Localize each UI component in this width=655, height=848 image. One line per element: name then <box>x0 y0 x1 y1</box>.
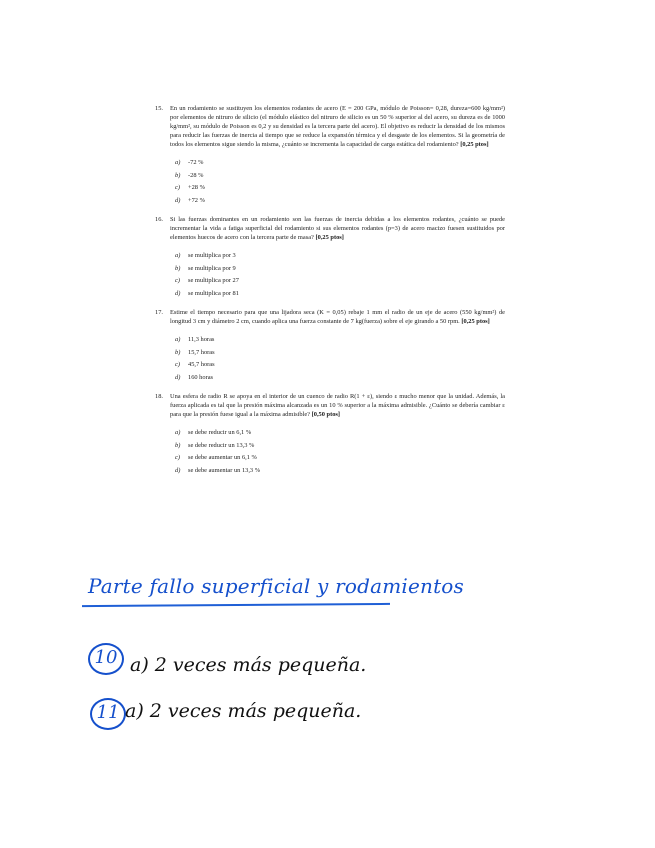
option-letter: c) <box>175 454 180 461</box>
option-letter: a) <box>175 429 181 436</box>
option-text: se debe aumentar un 6,1 % <box>188 454 257 461</box>
option-letter: a) <box>175 252 181 259</box>
option-letter: a) <box>175 159 181 166</box>
question-points: [0,25 ptos] <box>461 318 490 325</box>
option-text: 160 horas <box>188 373 214 381</box>
option-letter: d) <box>175 373 181 381</box>
option-text: 11,3 horas <box>188 336 215 343</box>
option-letter: b) <box>175 441 181 449</box>
option-text: 45,7 horas <box>188 361 215 368</box>
question-points: [0,25 ptos] <box>460 141 489 148</box>
question-number: 16. <box>155 216 163 223</box>
question-body: En un rodamiento se sustituyen los elementos rodantes de acero (E = 200 GPa, módulo de Poisson= 0,28, dureza=600 kg/mm²) por elementos de nitruro de silicio (el módulo elástico del nitruro de silicio es un 50 % superior al del acero, su dureza es de 1000 kg/mm², su módulo de Poisson es 0,2 y su densidad es la tercera parte del acero). El objetivo es reducir la densidad de los mismos para reducir las fuerzas de inercia al tiempo que se reduce la expansión térmica y el desgaste de los elementos. Si la geometría de todos los elementos sigue siendo la misma, ¿cuánto se incrementa la capacidad de carga estática del rodamiento? <box>170 105 505 148</box>
option-text: +72 % <box>188 196 205 204</box>
option-text: se debe aumentar un 13,3 % <box>188 466 261 474</box>
question-number: 17. <box>155 309 163 316</box>
option-letter: b) <box>175 264 181 272</box>
question-body: Si las fuerzas dominantes en un rodamiento son las fuerzas de inercia debidas a los elementos rodantes, ¿cuánto se puede incrementar la vida a fatiga superficial del rodamiento si sus elementos rodantes (p=3) de acero macizo fuesen sustituidos por elementos huecos de acero con la tercera parte de masa? <box>170 216 505 241</box>
option-text: +28 % <box>188 184 205 191</box>
option-letter: c) <box>175 277 180 284</box>
option-letter: c) <box>175 184 180 191</box>
option-letter: d) <box>175 196 181 204</box>
handwritten-answer: a) 2 veces más pequeña. <box>130 654 367 676</box>
handwritten-title: Parte fallo superficial y rodamientos <box>88 574 465 598</box>
option-text: se multiplica por 9 <box>188 264 236 272</box>
option-text: se debe reducir un 6,1 % <box>188 429 252 436</box>
option-letter: b) <box>175 171 181 179</box>
question-points: [0,50 ptos] <box>311 411 341 418</box>
question-number: 15. <box>155 105 163 112</box>
option-letter: d) <box>175 289 181 297</box>
option-text: 15,7 horas <box>188 348 215 356</box>
option-letter: b) <box>175 348 181 356</box>
option-text: se multiplica por 81 <box>188 289 239 297</box>
question-body: Una esfera de radio R se apoya en el interior de un cuenco de radio R(1 + ε), siendo ε mucho menor que la unidad. Además, la fuerza aplicada es tal que la presión máxima alcanzada es un 10 % superior a la máxima admisible. ¿Cuánto se debería cambiar ε para que la presión fuese igual a la máxima admisible? <box>170 393 505 418</box>
option-text: se debe reducir un 13,3 % <box>188 441 255 449</box>
option-text: se multiplica por 3 <box>188 252 236 259</box>
question-points: [0,25 ptos] <box>315 234 344 241</box>
option-text: se multiplica por 27 <box>188 277 239 284</box>
option-letter: c) <box>175 361 180 368</box>
option-text: -28 % <box>188 171 204 179</box>
title-underline <box>82 603 390 607</box>
circled-number-label: 10 <box>94 647 118 668</box>
handwritten-answer: a) 2 veces más pequeña. <box>125 700 362 722</box>
question-body: Estime el tiempo necesario para que una lijadora seca (K = 0,05) rebaje 1 mm el radio de un eje de acero (550 kg/mm²) de longitud 3 cm y diámetro 2 cm, cuando aplica una fuerza constante de 7 kg(fuerza) sobre el eje girando a 50 rpm. <box>170 309 505 325</box>
question-number: 18. <box>155 393 163 400</box>
circled-number <box>88 643 124 675</box>
option-letter: d) <box>175 466 181 474</box>
circled-number <box>90 698 126 730</box>
option-letter: a) <box>175 336 181 343</box>
circled-number-label: 11 <box>96 702 120 723</box>
option-text: -72 % <box>188 159 204 166</box>
